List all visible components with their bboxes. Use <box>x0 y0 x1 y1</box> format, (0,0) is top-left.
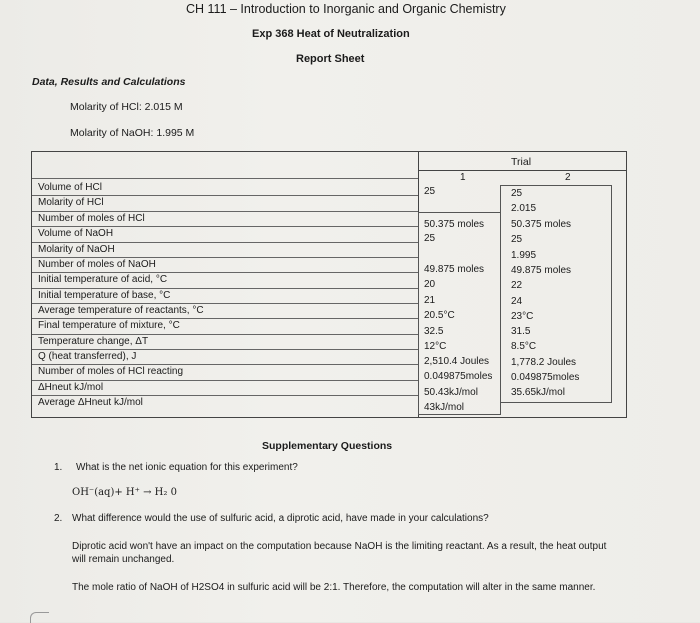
table-row-label: Q (heat transferred), J <box>38 351 137 362</box>
trial-header: Trial <box>511 156 532 168</box>
trial-1-value: 20.5°C <box>424 310 455 321</box>
table-row-label: Molarity of NaOH <box>38 244 115 255</box>
page-corner-mark <box>30 612 49 623</box>
trial-1-value: 49.875 moles <box>424 264 485 275</box>
question-1-number: 1. <box>54 462 63 473</box>
molarity-naoh: Molarity of NaOH: 1.995 M <box>70 127 195 139</box>
trial-1-value: 50.43kJ/mol <box>424 387 478 398</box>
trial-2-value: 22 <box>511 280 523 291</box>
table-row-label: Temperature change, ΔT <box>38 336 149 347</box>
trial-2-value: 1,778.2 Joules <box>511 357 577 368</box>
section-title: Data, Results and Calculations <box>32 76 186 88</box>
trial-1-value: 25 <box>424 233 436 244</box>
question-2-number: 2. <box>54 513 63 524</box>
table-row-label: Number of moles of HCl <box>38 213 145 224</box>
trial-2-value: 24 <box>511 296 523 307</box>
trial-2-value: 49.875 moles <box>511 265 572 276</box>
trial-2-value: 31.5 <box>511 326 531 337</box>
trial-2-value: 25 <box>511 234 523 245</box>
trial-2-value: 8.5°C <box>511 341 537 352</box>
trial-1-value: 12°C <box>424 341 447 352</box>
report-sheet-title: Report Sheet <box>296 53 365 65</box>
molarity-hcl: Molarity of HCl: 2.015 M <box>70 101 183 113</box>
course-title: CH 111 – Introduction to Inorganic and Organic Chemistry <box>186 2 506 16</box>
trial-1-value: 32.5 <box>424 326 444 337</box>
trial-1-value: 2,510.4 Joules <box>424 356 490 367</box>
table-row-label: Final temperature of mixture, °C <box>38 320 180 331</box>
trial-2-box <box>500 185 612 403</box>
table-row-label: Average temperature of reactants, °C <box>38 305 204 316</box>
trial-2-value: 25 <box>511 188 523 199</box>
table-row-label: Volume of NaOH <box>38 228 114 239</box>
trial-1-value: 43kJ/mol <box>424 402 465 413</box>
trial-2-value: 1.995 <box>511 250 537 261</box>
table-row-label: Initial temperature of acid, °C <box>38 274 168 285</box>
trial-2-header: 2 <box>565 172 571 183</box>
table-row-label: Molarity of HCl <box>38 197 104 208</box>
question-1: What is the net ionic equation for this experiment? <box>76 462 298 473</box>
trial-1-value: 20 <box>424 279 436 290</box>
data-table <box>31 151 627 418</box>
trial-1-value: 21 <box>424 295 436 306</box>
trial-1-header: 1 <box>460 172 466 183</box>
trial-1-value: 0.049875moles <box>424 371 493 382</box>
trial-2-value: 23°C <box>511 311 534 322</box>
supplementary-title: Supplementary Questions <box>262 440 393 452</box>
trial-2-value: 0.049875moles <box>511 372 580 383</box>
answer-1-equation: OH⁻(aq)+ H⁺ → H₂ 0 <box>72 487 177 498</box>
trial-1-value: 50.375 moles <box>424 219 485 230</box>
answer-2-paragraph-2: The mole ratio of NaOH of H2SO4 in sulfuric acid will be 2:1. Therefore, the computation will alter in the same manner. <box>72 582 596 593</box>
experiment-title: Exp 368 Heat of Neutralization <box>252 28 410 40</box>
table-row-label: Initial temperature of base, °C <box>38 290 171 301</box>
trial-2-value: 35.65kJ/mol <box>511 387 565 398</box>
table-row-label: Volume of HCl <box>38 182 102 193</box>
table-row-label: Number of moles of NaOH <box>38 259 156 270</box>
question-2: What difference would the use of sulfuric acid, a diprotic acid, have made in your calculations? <box>72 513 489 524</box>
trial-2-value: 2.015 <box>511 203 537 214</box>
answer-2-paragraph-1: Diprotic acid won't have an impact on the computation because NaOH is the limiting reactant. As a result, the heat output will remain unchanged. <box>72 541 607 565</box>
table-row-label: Number of moles of HCl reacting <box>38 366 184 377</box>
table-row-label: Average ΔHneut kJ/mol <box>38 397 143 408</box>
table-row-label: ΔHneut kJ/mol <box>38 382 104 393</box>
trial-2-value: 50.375 moles <box>511 219 572 230</box>
trial-1-value: 25 <box>424 186 436 197</box>
